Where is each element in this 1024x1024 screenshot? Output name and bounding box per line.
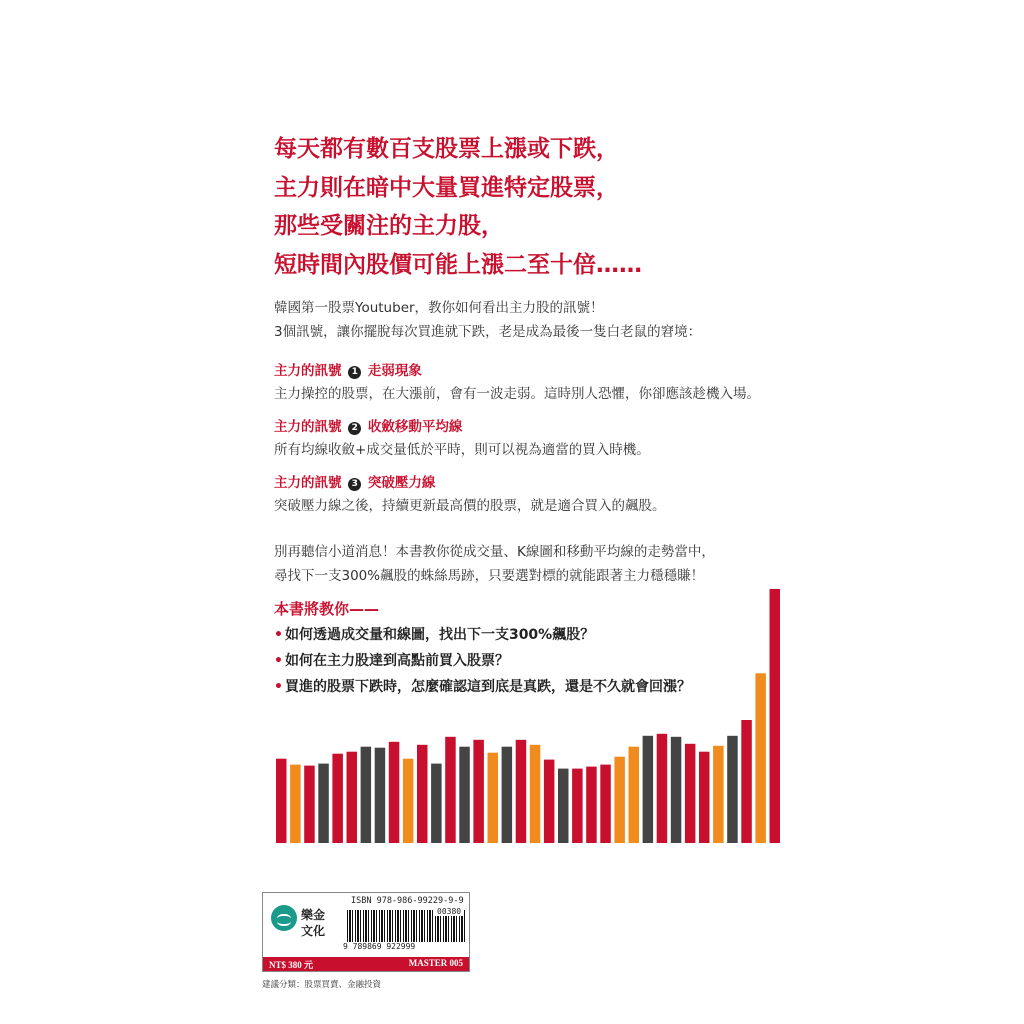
chart-bar	[488, 753, 499, 843]
signal-title	[274, 360, 760, 383]
signal-number-badge: 2	[348, 422, 361, 435]
signal-3	[274, 472, 666, 518]
price: NT$ 380 元	[269, 960, 314, 970]
chart-bar	[516, 740, 527, 843]
teach-list	[274, 622, 691, 700]
signal-number-badge: 3	[348, 478, 361, 491]
teach-item: • 如何透過成交量和線圖，找出下一支300%飆股？	[274, 622, 691, 648]
chart-bar	[629, 747, 640, 843]
teach-item: • 如何在主力股達到高點前買入股票？	[274, 648, 691, 674]
intro-line: 韓國第一股票Youtuber，教你如何看出主力股的訊號！	[274, 300, 604, 316]
chart-bar	[347, 752, 358, 843]
chart-bar	[375, 748, 386, 843]
chart-bar	[389, 742, 400, 843]
chart-bar	[685, 744, 696, 843]
chart-bar	[572, 769, 583, 843]
signal-number-badge: 1	[348, 366, 361, 379]
chart-bar	[304, 766, 315, 843]
intro-text	[274, 296, 701, 344]
headline	[274, 130, 834, 284]
chart-bar	[290, 765, 301, 843]
chart-bar	[318, 764, 329, 843]
chart-bar	[332, 754, 343, 843]
chart-bar	[713, 746, 724, 843]
signal-description: 主力操控的股票，在大漲前，會有一波走弱。這時別人恐懼，你卻應該趁機入場。	[274, 386, 760, 402]
signal-name: 突破壓力線	[367, 475, 436, 491]
price-bar	[263, 957, 469, 971]
category-text: 建議分類：股票買賣、金融投資	[262, 980, 382, 990]
chart-bar	[544, 760, 555, 843]
signal-title	[274, 416, 650, 439]
headline-line: 主力則在暗中大量買進特定股票，	[274, 174, 619, 201]
chart-bar	[671, 737, 682, 843]
chart-bar	[614, 757, 625, 843]
price-code: 00380	[437, 907, 462, 916]
chart-bar	[417, 745, 428, 843]
chart-bar	[586, 767, 597, 843]
signal-name: 走弱現象	[367, 363, 422, 379]
bar-chart	[270, 580, 790, 844]
signal-name: 收斂移動平均線	[367, 419, 463, 435]
chart-bar	[600, 765, 611, 843]
outro-line: 別再聽信小道消息！本書教你從成交量、K線圖和移動平均線的走勢當中，	[274, 544, 715, 560]
signal-description: 突破壓力線之後，持續更新最高價的股票，就是適合買入的飆股。	[274, 498, 666, 514]
chart-bar	[755, 673, 766, 843]
signal-2	[274, 416, 650, 462]
headline-line: 每天都有數百支股票上漲或下跌，	[274, 136, 619, 162]
headline-line: 那些受關注的主力股，	[274, 213, 504, 239]
chart-bar	[770, 589, 781, 843]
chart-bar	[473, 740, 484, 843]
signal-prefix: 主力的訊號	[274, 475, 342, 491]
chart-bar	[657, 734, 668, 843]
chart-bar	[558, 769, 569, 843]
signal-title	[274, 472, 666, 495]
chart-bar	[403, 759, 414, 843]
chart-bar	[431, 764, 442, 843]
chart-bar	[502, 747, 512, 843]
signal-1	[274, 360, 760, 406]
chart-bar	[361, 747, 372, 843]
outro-line: 尋找下一支300%飆股的蛛絲馬跡，只要選對標的就能跟著主力穩穩賺！	[274, 568, 705, 584]
teach-title: 本書將教你——	[274, 600, 380, 618]
barcode-number: 9 789869 922999	[343, 942, 416, 951]
teach-item: • 買進的股票下跌時，怎麼確認這到底是真跌，還是不久就會回漲？	[274, 674, 691, 700]
chart-bar	[276, 759, 287, 843]
headline-line: 短時間內股價可能上漲二至十倍……	[274, 251, 642, 278]
signal-prefix: 主力的訊號	[274, 363, 342, 379]
signal-description: 所有均線收斂+成交量低於平時，則可以視為適當的買入時機。	[274, 442, 650, 458]
isbn-box	[262, 892, 470, 972]
series-code: MASTER 005	[408, 958, 463, 968]
chart-bar	[459, 747, 470, 843]
intro-line: 3個訊號，讓你擺脫每次買進就下跌，老是成為最後一隻白老鼠的窘境：	[274, 324, 702, 340]
chart-bar	[741, 720, 752, 843]
chart-bar	[530, 745, 541, 843]
publisher-logo-icon	[271, 905, 297, 931]
chart-bar	[643, 736, 654, 843]
isbn-text: ISBN 978-986-99229-9-9	[351, 896, 464, 906]
publisher-name: 樂金文化	[301, 908, 326, 938]
chart-bar	[699, 752, 710, 843]
signal-prefix: 主力的訊號	[274, 419, 342, 435]
chart-bar	[445, 737, 456, 843]
chart-bar	[727, 736, 738, 843]
